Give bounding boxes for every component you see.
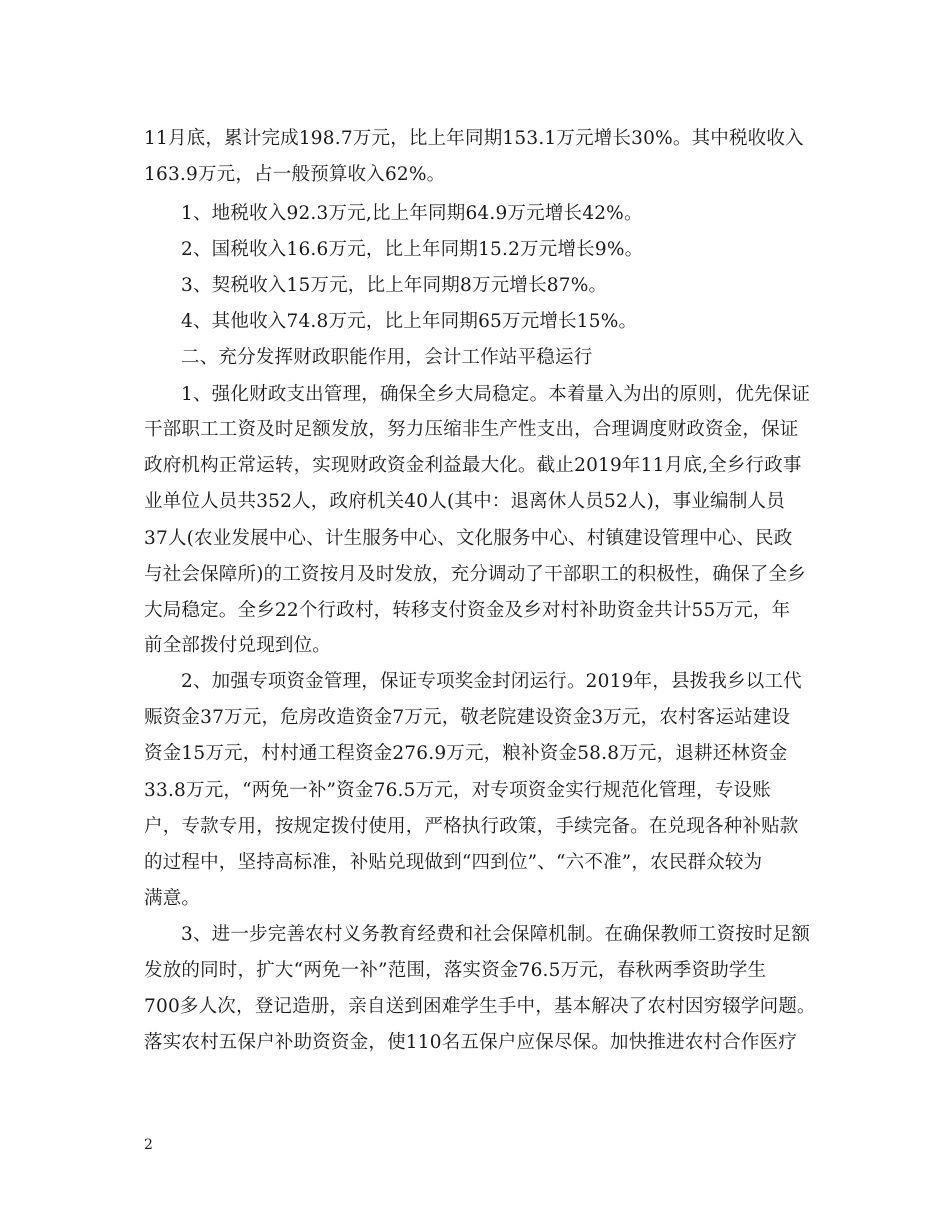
paragraph-1-line: 干部职工工资及时足额发放，努力压缩非生产性支出，合理调度财政资金，保证 [144,419,799,440]
list-item-national-tax: 2、国税收入16.6万元，比上年同期15.2万元增长9%。 [181,239,644,260]
paragraph-2-line: 户，专款专用，按规定拨付使用，严格执行政策，手续完备。在兑现各种补贴款 [144,816,799,837]
paragraph-2-line: 33.8万元，“两免一补”资金76.5万元，对专项资金实行规范化管理，专设账 [144,780,771,801]
paragraph-2-line: 2、加强专项资金管理，保证专项奖金封闭运行。2019年，县拨我乡以工代 [181,671,802,692]
section-heading: 二、充分发挥财政职能作用，会计工作站平稳运行 [181,347,593,368]
page-number: 2 [144,1137,153,1153]
paragraph-1-line: 与社会保障所)的工资按月及时发放，充分调动了干部职工的积极性，确保了全乡 [144,564,806,585]
paragraph-1-line: 业单位人员共352人，政府机关40人(其中：退离休人员52人)，事业编制人员 [144,491,785,512]
text-line: 163.9万元，占一般预算收入62%。 [144,164,446,185]
paragraph-2-line: 赈资金37万元，危房改造资金7万元，敬老院建设资金3万元，农村客运站建设 [144,707,791,728]
paragraph-2-line: 资金15万元，村村通工程资金276.9万元，粮补资金58.8万元，退耕还林资金 [144,743,788,764]
paragraph-3-line: 落实农村五保户补助资资金，使110名五保户应保尽保。加快推进农村合作医疗 [144,1032,798,1053]
list-item-other-income: 4、其他收入74.8万元，比上年同期65万元增长15%。 [181,311,638,332]
paragraph-3-line: 700多人次，登记造册，亲自送到困难学生手中，基本解决了农村因穷辍学问题。 [144,996,816,1017]
text-line: 11月底，累计完成198.7万元，比上年同期153.1万元增长30%。其中税收收入 [144,128,804,149]
paragraph-1-line: 政府机构正常运转，实现财政资金利益最大化。截止2019年11月底,全乡行政事 [144,455,802,476]
paragraph-1-line: 前全部拨付兑现到位。 [144,635,332,656]
list-item-local-tax: 1、地税收入92.3万元,比上年同期64.9万元增长42%。 [181,203,643,224]
paragraph-1-line: 37人(农业发展中心、计生服务中心、文化服务中心、村镇建设管理中心、民政 [144,528,793,549]
paragraph-3-line: 发放的同时，扩大“两免一补”范围，落实资金76.5万元，春秋两季资助学生 [144,960,767,981]
paragraph-1-line: 1、强化财政支出管理，确保全乡大局稳定。本着量入为出的原则，优先保证 [181,384,811,405]
list-item-deed-tax: 3、契税收入15万元，比上年同期8万元增长87%。 [181,275,608,296]
paragraph-2-line: 满意。 [144,888,201,909]
paragraph-1-line: 大局稳定。全乡22个行政村，转移支付资金及乡对村补助资金共计55万元，年 [144,600,791,621]
paragraph-3-line: 3、进一步完善农村义务教育经费和社会保障机制。在确保教师工资按时足额 [181,924,811,945]
paragraph-2-line: 的过程中，坚持高标准，补贴兑现做到“四到位”、“六不准”，农民群众较为 [144,852,763,873]
